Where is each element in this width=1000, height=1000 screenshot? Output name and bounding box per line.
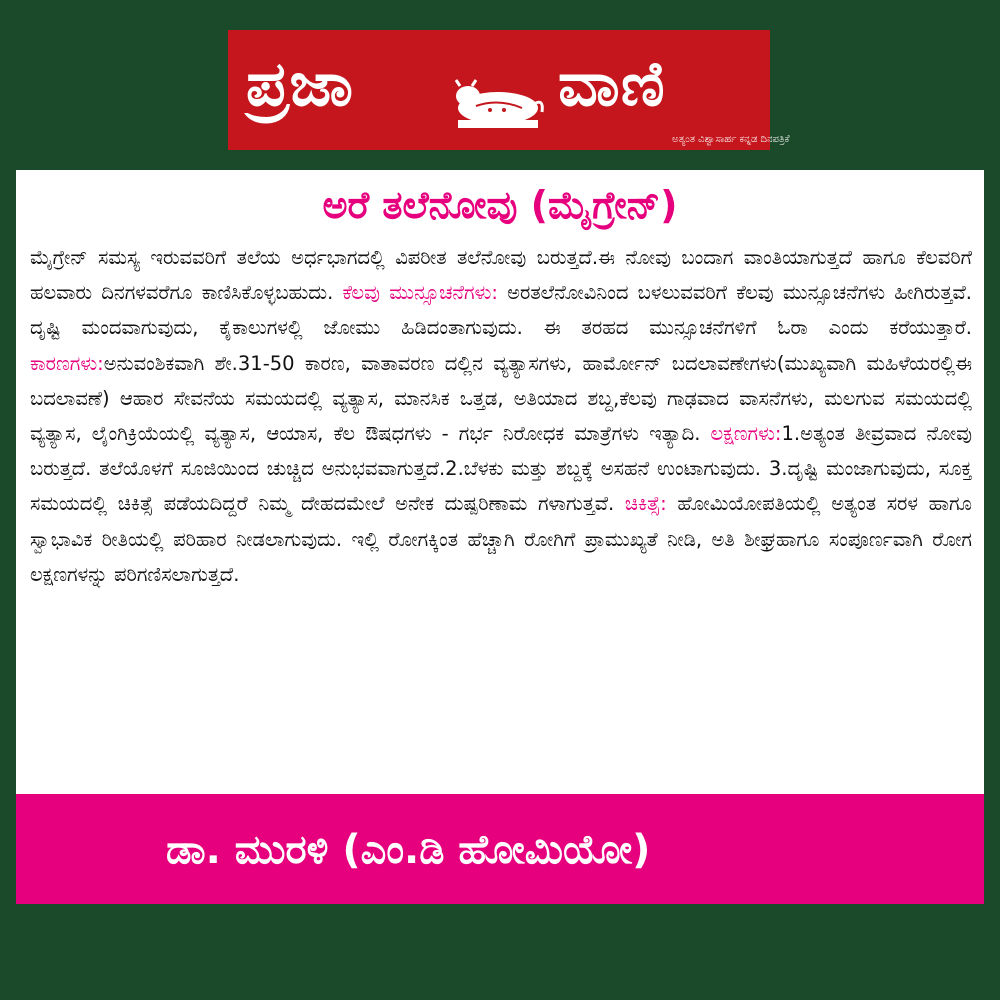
masthead-tagline: ಅತ್ಯಂತ ವಿಶ್ವಾಸಾರ್ಹ ಕನ್ನಡ ದಿನಪತ್ರಿಕೆ <box>672 134 790 145</box>
footer-banner <box>16 794 984 904</box>
masthead-banner <box>228 30 790 150</box>
article-body <box>30 240 972 592</box>
treatment-text: ಹೋಮಿಯೋಪತಿಯಲ್ಲಿ ಅತ್ಯಂತ ಸರಳ ಹಾಗೂ ಸ್ವಾಭಾವಿಕ ರೀತಿಯಲ್ಲಿ ಪರಿಹಾರ ನೀಡಲಾಗುವುದು. ಇಲ್ಲಿ ರೋಗಕ್ಕಿಂತ ಹೆಚ್ಚಾಗಿ ರೋಗಿಗೆ ಪ್ರಾಮುಖ್ಯತೆ ನೀಡಿ, ಅತಿ ಶೀಘ್ರಹಾಗೂ ಸಂಪೂರ್ಣವಾಗಿ ರೋಗ ಲಕ್ಷಣಗಳನ್ನು ಪರಿಗಣಿಸಲಾಗುತ್ತದೆ. <box>30 492 972 586</box>
causes-label: ಕಾರಣಗಳು: <box>30 351 104 375</box>
masthead-name-left: ಪ್ರಜಾ <box>246 47 355 120</box>
article-panel <box>16 170 984 794</box>
treatment-label: ಚಿಕಿತ್ಸೆ: <box>624 492 667 516</box>
nandi-bull-icon <box>446 78 550 132</box>
symptoms-text: ಅರತಲೆನೋವಿನಿಂದ ಬಳಲುವವರಿಗೆ ಕೆಲವು ಮುನ್ಸೂಚನೆಗಳು ಹೀಗಿರುತ್ತವೆ. ದೃಷ್ಟಿ ಮಂದವಾಗುವುದು, ಕೈಕಾಲುಗಳಲ್ಲಿ ಜೋಮು ಹಿಡಿದಂತಾಗುವುದು. ಈ ತರಹದ ಮುನ್ಸೂಚನೆಗಳಿಗೆ ಓರಾ ಎಂದು ಕರೆಯುತ್ತಾರೆ. <box>30 281 972 340</box>
masthead-name-right: ವಾಣಿ <box>558 47 666 120</box>
article-intro: ಮೈಗ್ರೇನ್ ಸಮಸ್ಯ ಇರುವವರಿಗೆ ತಲೆಯ ಅರ್ಧಭಾಗದಲ್ಲಿ ವಿಪರೀತ ತಲೆನೋವು ಬರುತ್ತದೆ.ಈ ನೋವು ಬಂದಾಗ ವಾಂತಿಯಾಗುತ್ತದೆ ಹಾಗೂ ಕೆಲವರಿಗೆ ಹಲವಾರು ದಿನಗಳವರೆಗೂ ಕಾಣಿಸಿಕೊಳ್ಳಬಹುದು. <box>30 246 972 305</box>
article-title: ಅರೆ ತಲೆನೋವು (ಮೈಗ್ರೇನ್) <box>322 183 678 227</box>
doctor-name: ಡಾ. ಮುರಳಿ (ಎಂ.ಡಿ ಹೋಮಿಯೋ) <box>166 827 651 873</box>
causes-text: ಅನುವಂಶಿಕವಾಗಿ ಶೇ.31-50 ಕಾರಣ, ವಾತಾವರಣ ದಲ್ಲಿನ ವ್ಯತ್ಯಾಸಗಳು, ಹಾರ್ಮೋನ್ ಬದಲಾವಣೇಗಳು(ಮುಖ್ಯವಾಗಿ ಮಹಿಳೆಯರಲ್ಲಿಈ ಬದಲಾವಣೆ) ಆಹಾರ ಸೇವನೆಯ ಸಮಯದಲ್ಲಿ ವ್ಯತ್ಯಾಸ, ಮಾನಸಿಕ ಒತ್ತಡ, ಅತಿಯಾದ ಶಬ್ದ,ಕೆಲವು ಗಾಢವಾದ ವಾಸನೆಗಳು, ಮಲಗುವ ಸಮಯದಲ್ಲಿ ವ್ಯತ್ಯಾಸ, ಲೈಂಗಿಕ್ರಿಯೆಯಲ್ಲಿ ವ್ಯತ್ಯಾಸ, ಆಯಾಸ, ಕೆಲ ಔಷಧಗಳು - ಗರ್ಭ ನಿರೋಧಕ ಮಾತ್ರೆಗಳು ಇತ್ಯಾದಿ. <box>30 351 972 446</box>
signs-text: 1.ಅತ್ಯಂತ ತೀವ್ರವಾದ ನೋವು ಬರುತ್ತದೆ. ತಲೆಯೊಳಗೆ ಸೂಜಿಯಿಂದ ಚುಚ್ಚಿದ ಅನುಭವವಾಗುತ್ತದೆ.2.ಬೆಳಕು ಮತ್ತು ಶಬ್ದಕ್ಕೆ ಅಸಹನೆ ಉಂಟಾಗುವುದು. 3.ದೃಷ್ಟಿ ಮಂಜಾಗುವುದು, ಸೂಕ್ತ ಸಮಯದಲ್ಲಿ ಚಿಕಿತ್ಸೆ ಪಡೆಯದಿದ್ದರೆ ನಿಮ್ಮ ದೇಹದಮೇಲೆ ಅನೇಕ ದುಷ್ಪರಿಣಾಮ ಗಳಾಗುತ್ತವೆ. <box>30 422 972 516</box>
symptoms-label: ಕೆಲವು ಮುನ್ಸೂಚನೆಗಳು: <box>342 281 498 305</box>
signs-label: ಲಕ್ಷಣಗಳು: <box>710 422 782 446</box>
